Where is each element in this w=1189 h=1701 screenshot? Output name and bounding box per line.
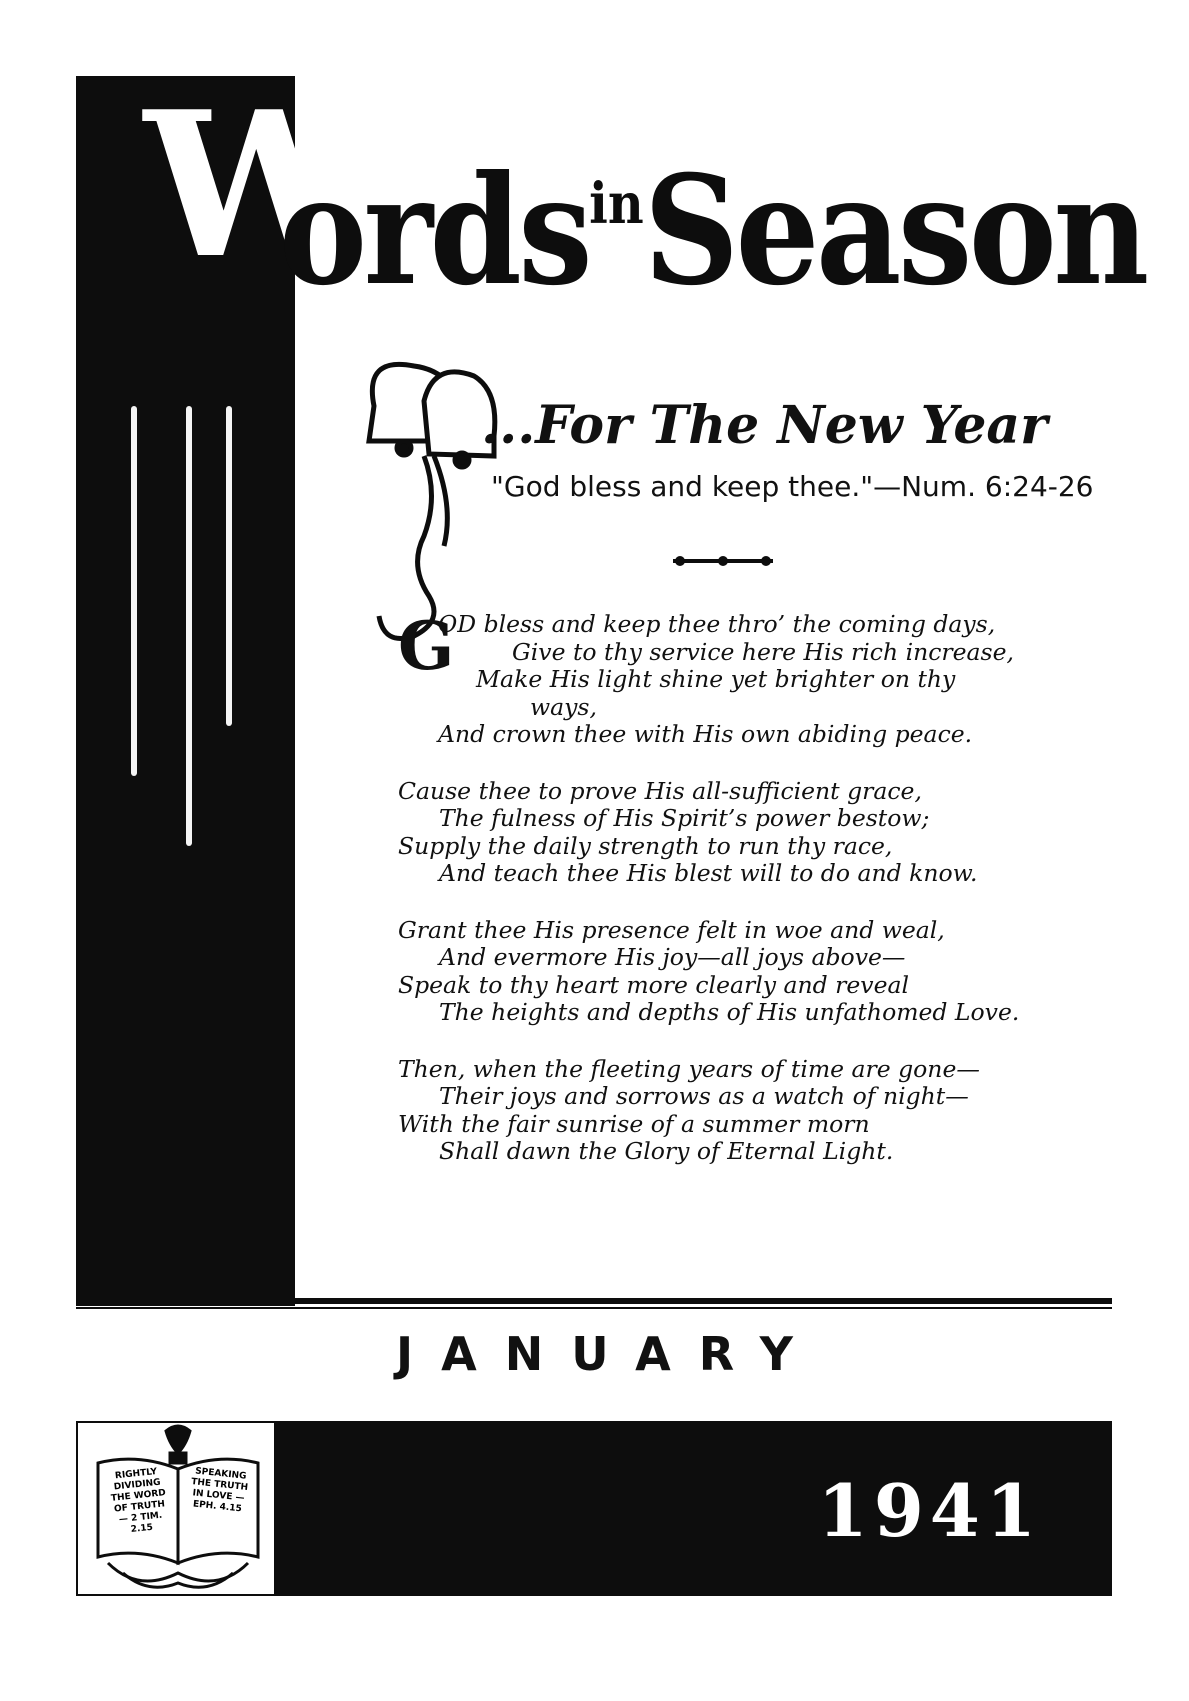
- masthead-word-words: ords: [279, 143, 590, 319]
- poem-line: Then, when the fleeting years of time are gone—: [398, 1054, 980, 1083]
- masthead-title: [279, 124, 1146, 319]
- masthead: [84, 68, 1146, 406]
- band-drip-line: [186, 406, 192, 846]
- masthead-connector: in: [589, 171, 644, 237]
- poem-stanza-2: [398, 778, 1098, 888]
- emblem-right-page-text: SPEAKING THE TRUTH IN LOVE — EPH. 4.15: [190, 1466, 249, 1515]
- issue-month: JANUARY: [396, 1327, 821, 1381]
- poem-line: Supply the daily strength to run thy race,: [398, 831, 893, 860]
- issue-year: 1941: [817, 1468, 1042, 1553]
- masthead-word-season: Season: [643, 143, 1146, 319]
- poem-line: Make His light shine yet brighter on thy: [476, 665, 956, 693]
- divider-rule: [276, 1298, 1112, 1304]
- poem-line: Give to thy service here His rich increase,: [512, 637, 1014, 666]
- poem: [398, 607, 1098, 1195]
- masthead-initial: W: [144, 68, 363, 303]
- issue-subtitle: ...For The New Year: [481, 395, 1048, 456]
- poem-stanza-4: [398, 1056, 1098, 1166]
- divider-rule: [76, 1307, 1112, 1309]
- poem-line: Grant thee His presence felt in woe and weal,: [398, 915, 945, 944]
- band-drip-line: [131, 406, 137, 776]
- poem-stanza-3: [398, 917, 1098, 1027]
- poem-line: ways,: [530, 692, 597, 721]
- band-drip-line: [226, 406, 232, 726]
- poem-line: With the fair sunrise of a summer morn: [398, 1109, 870, 1138]
- poem-line: The fulness of His Spirit’s power bestow;: [439, 804, 930, 832]
- poem-line: Cause thee to prove His all-sufficient grace,: [398, 776, 922, 805]
- poem-line: And evermore His joy—all joys above—: [439, 943, 906, 971]
- poem-line: And teach thee His blest will to do and know.: [439, 859, 978, 887]
- poem-dropcap: G: [398, 607, 455, 685]
- poem-stanza-1: [398, 607, 1098, 749]
- scripture-reference: "God bless and keep thee."—Num. 6:24-26: [491, 470, 1094, 503]
- poem-line: Shall dawn the Glory of Eternal Light.: [439, 1137, 894, 1165]
- poem-line: OD bless and keep thee thro’ the coming days,: [438, 610, 996, 638]
- open-book-emblem: [76, 1421, 276, 1596]
- poem-line: The heights and depths of His unfathomed Love.: [439, 998, 1020, 1026]
- divider-ornament-icon: [668, 551, 778, 571]
- magazine-cover: [76, 68, 1146, 1596]
- emblem-left-page-text: RIGHTLY DIVIDING THE WORD OF TRUTH — 2 TIM. 2.15: [110, 1466, 167, 1535]
- poem-line: Speak to thy heart more clearly and reveal: [398, 970, 909, 999]
- poem-line: And crown thee with His own abiding peace.: [438, 720, 973, 748]
- poem-line: Their joys and sorrows as a watch of night—: [439, 1082, 969, 1110]
- bottom-black-band: [276, 1421, 1112, 1596]
